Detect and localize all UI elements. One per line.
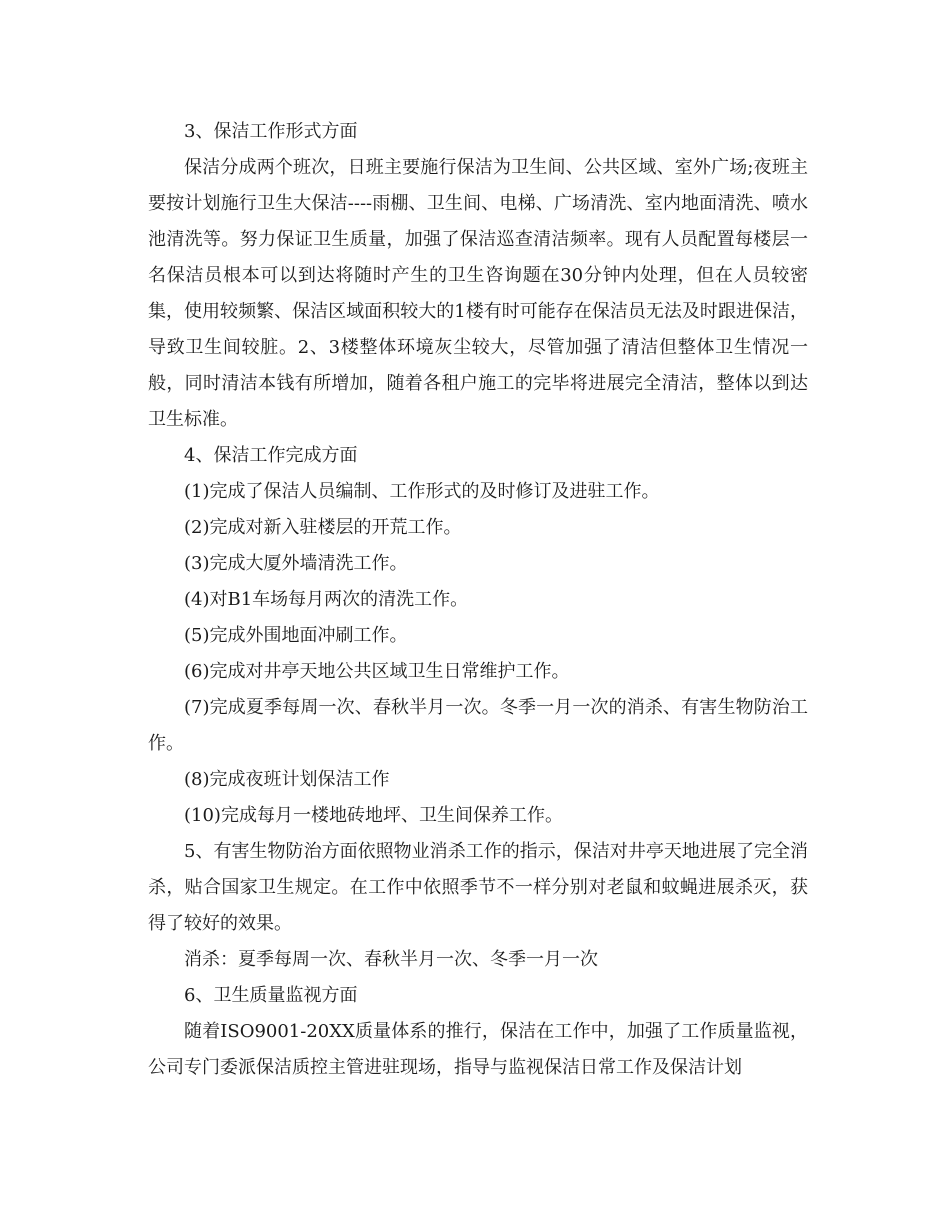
- list-item-7: (7)完成夏季每周一次、春秋半月一次。冬季一月一次的消杀、有害生物防治工作。: [148, 697, 808, 754]
- list-item-3: (3)完成大厦外墙清洗工作。: [184, 553, 408, 574]
- paragraph-quality-monitoring: 随着ISO9001-20XX质量体系的推行，保洁在工作中，加强了工作质量监视，公司专门委派保洁质控主管进驻现场，指导与监视保洁日常工作及保洁计划: [148, 1021, 808, 1078]
- section-heading-5: 5、有害生物防治方面依照物业消杀工作的指示，保洁对井亭天地进展了完全消杀，贴合国家卫生规定。在工作中依照季节不一样分别对老鼠和蚊蝇进展杀灭，获得了较好的效果。: [148, 841, 808, 934]
- list-item-5: (5)完成外围地面冲刷工作。: [184, 625, 408, 646]
- list-item-4: (4)对B1车场每月两次的清洗工作。: [184, 589, 469, 610]
- section-heading-3: 3、保洁工作形式方面: [184, 121, 358, 142]
- list-item-1: (1)完成了保洁人员编制、工作形式的及时修订及进驻工作。: [184, 481, 660, 502]
- list-item-8: (8)完成夜班计划保洁工作: [184, 769, 390, 790]
- list-item-10: (10)完成每月一楼地砖地坪、卫生间保养工作。: [184, 805, 563, 826]
- paragraph-shift-arrangement: 保洁分成两个班次，日班主要施行保洁为卫生间、公共区域、室外广场;夜班主要按计划施行卫生大保洁----雨棚、卫生间、电梯、广场清洗、室内地面清洗、喷水池清洗等。努力保证卫生质量，加强了保洁巡查清洁频率。现有人员配置每楼层一名保洁员根本可以到达将随时产生的卫生咨询题在30分钟内处理，但在人员较密集，使用较频繁、保洁区域面积较大的1楼有时可能存在保洁员无法及时跟进保洁，导致卫生间较脏。2、3楼整体环境灰尘较大，尽管加强了清洁但整体卫生情况一般，同时清洁本钱有所增加，随着各租户施工的完毕将进展完全清洁，整体以到达卫生标准。: [148, 157, 808, 430]
- document-body: [148, 114, 808, 1086]
- disinfection-schedule: 消杀：夏季每周一次、春秋半月一次、冬季一月一次: [184, 949, 598, 970]
- section-heading-4: 4、保洁工作完成方面: [184, 445, 358, 466]
- list-item-6: (6)完成对井亭天地公共区域卫生日常维护工作。: [184, 661, 570, 682]
- list-item-2: (2)完成对新入驻楼层的开荒工作。: [184, 517, 462, 538]
- section-heading-6: 6、卫生质量监视方面: [184, 985, 358, 1006]
